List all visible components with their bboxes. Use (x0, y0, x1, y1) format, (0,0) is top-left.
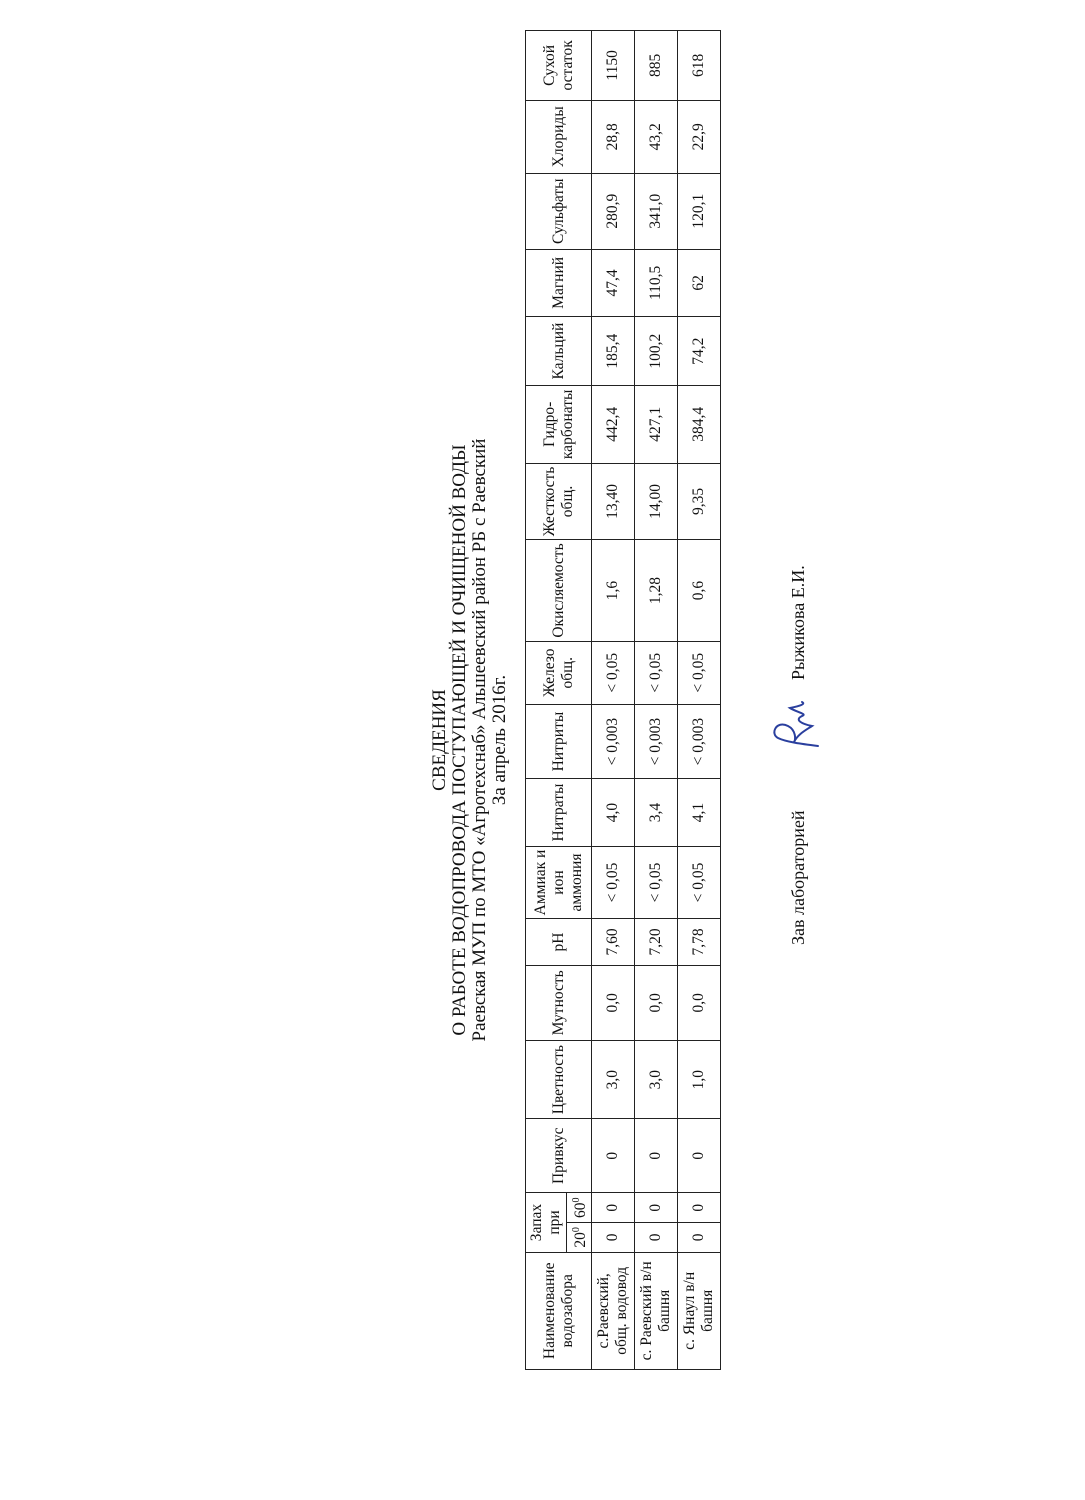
cell-turbidity: 0,0 (678, 965, 721, 1041)
cell-nitrates: 4,1 (678, 779, 721, 846)
col-magnesium: Магний (526, 249, 592, 317)
cell-odor-60: 0 (635, 1193, 678, 1223)
cell-odor-20: 0 (635, 1223, 678, 1253)
cell-dry-residue: 885 (635, 31, 678, 101)
cell-nitrites: < 0,003 (592, 704, 635, 779)
cell-nitrates: 3,4 (635, 779, 678, 846)
water-quality-table (525, 30, 721, 1370)
period-line: За апрель 2016г. (489, 674, 510, 806)
signatory-name: Рыжикова Е.И. (788, 565, 808, 680)
col-oxidizability: Окисляемость (526, 540, 592, 641)
cell-taste: 0 (635, 1119, 678, 1193)
table-row (678, 31, 721, 1370)
signature-block (780, 30, 840, 1450)
cell-taste: 0 (678, 1119, 721, 1193)
col-nitrites: Нитриты (526, 704, 592, 779)
cell-calcium: 185,4 (592, 317, 635, 386)
col-dry-residue: Сухой остаток (526, 31, 592, 101)
cell-turbidity: 0,0 (592, 965, 635, 1041)
col-turbidity: Мутность (526, 965, 592, 1041)
signature-title: Зав лабораторией (788, 810, 808, 945)
cell-ammonia: < 0,05 (592, 846, 635, 919)
cell-ammonia: < 0,05 (678, 846, 721, 919)
col-ammonia: Аммиак и ион аммония (526, 846, 592, 919)
cell-iron: < 0,05 (635, 641, 678, 704)
col-source: Наименование водозабора (526, 1252, 592, 1369)
cell-hydrocarbonates: 384,4 (678, 386, 721, 463)
cell-ph: 7,60 (592, 919, 635, 965)
organization-line: Раевская МУП по МТО «Агротехснаб» Альшеевский район РБ с Раевский (469, 438, 490, 1042)
cell-color: 1,0 (678, 1041, 721, 1119)
cell-magnesium: 62 (678, 249, 721, 317)
header-row (526, 31, 567, 1370)
cell-ph: 7,20 (635, 919, 678, 965)
cell-oxidizability: 0,6 (678, 540, 721, 641)
document-subtitle: О РАБОТЕ ВОДОПРОВОДА ПОСТУПАЮЩЕЙ И ОЧИЩЕНОЙ ВОДЫ (449, 444, 470, 1036)
cell-oxidizability: 1,6 (592, 540, 635, 641)
cell-source: с.Раевский, общ. водовод (592, 1252, 635, 1369)
cell-nitrates: 4,0 (592, 779, 635, 846)
table-wrapper (525, 30, 721, 1370)
cell-ph: 7,78 (678, 919, 721, 965)
col-nitrates: Нитраты (526, 779, 592, 846)
col-sulfates: Сульфаты (526, 173, 592, 249)
table-row (635, 31, 678, 1370)
cell-sulfates: 280,9 (592, 173, 635, 249)
col-hydrocarbonates: Гидро-карбонаты (526, 386, 592, 463)
col-chlorides: Хлориды (526, 100, 592, 173)
rotated-document (430, 30, 870, 1450)
cell-source: с. Янаул в/н башня (678, 1252, 721, 1369)
cell-dry-residue: 618 (678, 31, 721, 101)
cell-color: 3,0 (635, 1041, 678, 1119)
col-hardness: Жесткость общ. (526, 463, 592, 540)
table-row (592, 31, 635, 1370)
cell-calcium: 74,2 (678, 317, 721, 386)
cell-turbidity: 0,0 (635, 965, 678, 1041)
col-calcium: Кальций (526, 317, 592, 386)
cell-color: 3,0 (592, 1041, 635, 1119)
col-odor-60: $60^0$ (567, 1193, 592, 1223)
cell-nitrites: < 0,003 (678, 704, 721, 779)
col-odor-20: $20^0$ (567, 1223, 592, 1253)
cell-chlorides: 43,2 (635, 100, 678, 173)
col-color: Цветность (526, 1041, 592, 1119)
cell-hardness: 9,35 (678, 463, 721, 540)
cell-odor-20: 0 (592, 1223, 635, 1253)
col-odor: Запах при (526, 1193, 567, 1252)
cell-ammonia: < 0,05 (635, 846, 678, 919)
col-ph: pH (526, 919, 592, 965)
cell-calcium: 100,2 (635, 317, 678, 386)
cell-taste: 0 (592, 1119, 635, 1193)
handwritten-signature-icon (772, 698, 824, 760)
document-header (430, 30, 522, 1450)
cell-hardness: 14,00 (635, 463, 678, 540)
cell-chlorides: 22,9 (678, 100, 721, 173)
cell-sulfates: 341,0 (635, 173, 678, 249)
cell-odor-60: 0 (592, 1193, 635, 1223)
cell-hardness: 13,40 (592, 463, 635, 540)
cell-oxidizability: 1,28 (635, 540, 678, 641)
cell-magnesium: 110,5 (635, 249, 678, 317)
col-taste: Привкус (526, 1119, 592, 1193)
cell-chlorides: 28,8 (592, 100, 635, 173)
cell-iron: < 0,05 (678, 641, 721, 704)
cell-hydrocarbonates: 442,4 (592, 386, 635, 463)
cell-source: с. Раевский в/н башня (635, 1252, 678, 1369)
cell-dry-residue: 1150 (592, 31, 635, 101)
col-iron: Железо общ. (526, 641, 592, 704)
cell-hydrocarbonates: 427,1 (635, 386, 678, 463)
cell-iron: < 0,05 (592, 641, 635, 704)
cell-nitrites: < 0,003 (635, 704, 678, 779)
document-title: СВЕДЕНИЯ (429, 689, 450, 791)
cell-odor-60: 0 (678, 1193, 721, 1223)
cell-odor-20: 0 (678, 1223, 721, 1253)
cell-magnesium: 47,4 (592, 249, 635, 317)
cell-sulfates: 120,1 (678, 173, 721, 249)
